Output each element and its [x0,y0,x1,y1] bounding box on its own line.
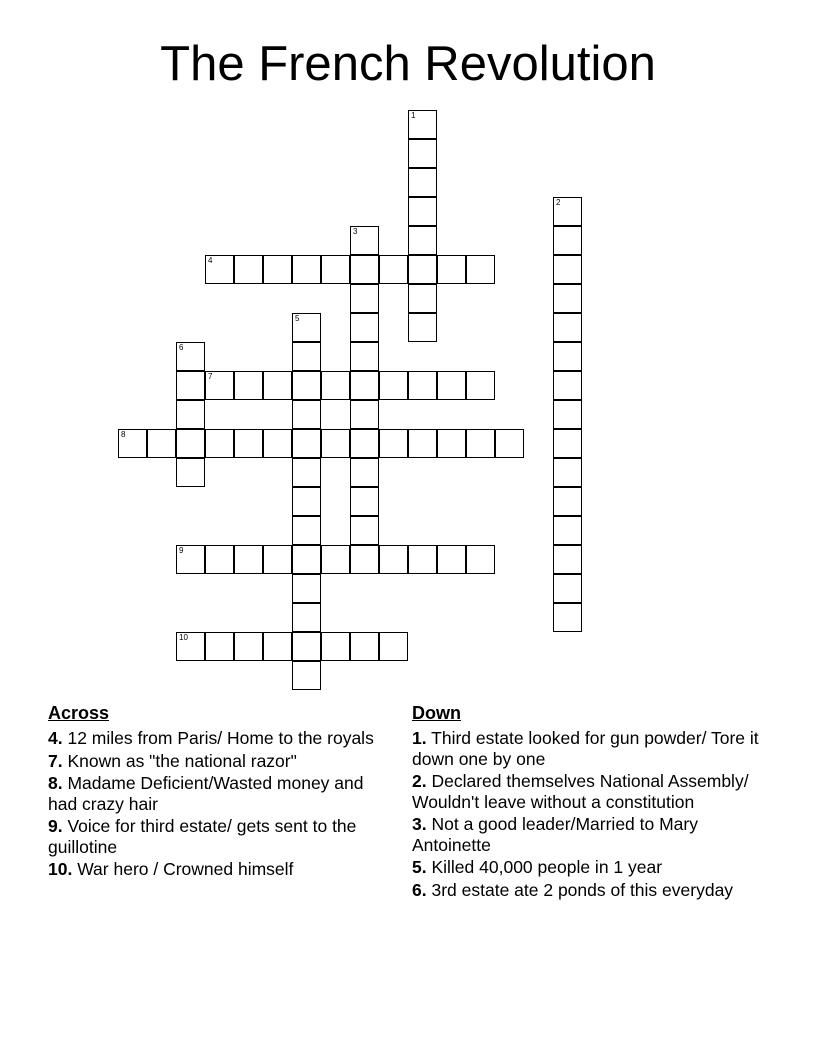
grid-cell[interactable] [292,342,321,371]
grid-cell[interactable] [292,458,321,487]
grid-cell[interactable] [408,429,437,458]
clue-number: 8. [48,773,63,793]
down-clue [412,857,762,878]
grid-cell[interactable] [350,516,379,545]
clue-number-label: 5 [295,314,300,323]
clue-number-label: 9 [179,546,184,555]
clue-number-label: 7 [208,372,213,381]
grid-cell[interactable] [408,255,437,284]
grid-cell[interactable] [292,255,321,284]
clue-text: 12 miles from Paris/ Home to the royals [62,728,374,748]
grid-cell[interactable] [234,255,263,284]
grid-cell[interactable] [350,458,379,487]
grid-cell[interactable] [263,429,292,458]
grid-cell[interactable] [408,139,437,168]
grid-cell[interactable] [553,400,582,429]
grid-cell[interactable] [234,545,263,574]
grid-cell[interactable] [176,632,205,661]
grid-cell[interactable] [321,632,350,661]
grid-cell[interactable] [553,429,582,458]
grid-cell[interactable] [176,400,205,429]
grid-cell[interactable] [350,313,379,342]
clue-text: War hero / Crowned himself [72,859,294,879]
grid-cell[interactable] [466,255,495,284]
grid-cell[interactable] [292,313,321,342]
clue-number: 3. [412,814,427,834]
grid-cell[interactable] [292,632,321,661]
grid-cell[interactable] [379,371,408,400]
clue-text: Voice for third estate/ gets sent to the guillotine [48,816,357,857]
grid-cell[interactable] [437,371,466,400]
down-clue [412,771,762,812]
down-clue [412,814,762,855]
down-clues [412,703,762,902]
down-heading: Down [412,703,461,723]
grid-cell[interactable] [350,400,379,429]
grid-cell[interactable] [205,545,234,574]
clue-text: Not a good leader/Married to Mary Antoinette [412,814,698,855]
grid-cell[interactable] [234,429,263,458]
across-clues [48,703,388,882]
grid-cell[interactable] [553,603,582,632]
grid-cell[interactable] [553,284,582,313]
grid-cell[interactable] [553,545,582,574]
clue-number: 9. [48,816,63,836]
grid-cell[interactable] [379,545,408,574]
grid-cell[interactable] [263,545,292,574]
grid-cell[interactable] [350,284,379,313]
clue-number: 2. [412,771,427,791]
clue-text: Madame Deficient/Wasted money and had crazy hair [48,773,364,814]
grid-cell[interactable] [321,545,350,574]
grid-cell[interactable] [466,545,495,574]
grid-cell[interactable] [466,429,495,458]
grid-cell[interactable] [437,429,466,458]
clue-text: Declared themselves National Assembly/ Wouldn't leave without a constitution [412,771,749,812]
grid-cell[interactable] [350,632,379,661]
across-heading: Across [48,703,110,723]
grid-cell[interactable] [292,574,321,603]
grid-cell[interactable] [408,313,437,342]
grid-cell[interactable] [263,255,292,284]
clue-number-label: 4 [208,256,213,265]
grid-cell[interactable] [292,400,321,429]
clue-text: Killed 40,000 people in 1 year [426,857,663,877]
grid-cell[interactable] [321,255,350,284]
clue-number: 4. [48,728,63,748]
grid-cell[interactable] [321,429,350,458]
clue-text: 3rd estate ate 2 ponds of this everyday [426,879,734,900]
down-clue-list [412,728,762,900]
clue-number-label: 2 [556,198,561,207]
grid-cell[interactable] [176,429,205,458]
clue-number-label: 1 [411,111,416,120]
grid-cell[interactable] [205,255,234,284]
grid-cell[interactable] [176,342,205,371]
clue-number: 7. [48,750,63,771]
clue-number: 5. [412,857,427,877]
across-clue [48,859,388,880]
clue-number-label: 6 [179,343,184,352]
clue-number: 10. [48,859,73,879]
clue-number-label: 8 [121,430,126,439]
grid-cell[interactable] [466,371,495,400]
grid-cell[interactable] [176,545,205,574]
grid-cell[interactable] [118,429,147,458]
grid-cell[interactable] [350,226,379,255]
clue-text: Third estate looked for gun powder/ Tore it down one by one [412,728,759,769]
grid-cell[interactable] [147,429,176,458]
grid-cell[interactable] [321,371,350,400]
puzzle-title: The French Revolution [160,37,656,91]
grid-cell[interactable] [379,255,408,284]
grid-cell[interactable] [408,284,437,313]
grid-cell[interactable] [292,661,321,690]
grid-cell[interactable] [205,632,234,661]
grid-cell[interactable] [176,371,205,400]
grid-cell[interactable] [408,197,437,226]
grid-cell[interactable] [495,429,524,458]
grid-cell[interactable] [350,429,379,458]
grid-cell[interactable] [553,371,582,400]
clue-text: Known as "the national razor" [62,750,297,771]
grid-cell[interactable] [205,371,234,400]
grid-cell[interactable] [234,632,263,661]
across-clue [48,773,388,814]
grid-cell[interactable] [292,487,321,516]
grid-cell[interactable] [437,255,466,284]
grid-cell[interactable] [408,545,437,574]
grid-cell[interactable] [292,603,321,632]
grid-cell[interactable] [408,110,437,139]
grid-cell[interactable] [263,632,292,661]
grid-cell[interactable] [553,255,582,284]
across-clue [48,728,388,749]
down-clue [412,880,762,901]
grid-cell[interactable] [408,226,437,255]
clue-number-label: 3 [353,227,358,236]
grid-cell[interactable] [350,371,379,400]
grid-cell[interactable] [553,487,582,516]
grid-cell[interactable] [553,226,582,255]
grid-cell[interactable] [408,371,437,400]
grid-cell[interactable] [379,429,408,458]
grid-cell[interactable] [292,429,321,458]
grid-cell[interactable] [350,487,379,516]
grid-cell[interactable] [553,458,582,487]
clue-number: 6. [412,879,427,900]
grid-cell[interactable] [350,342,379,371]
grid-cell[interactable] [553,342,582,371]
grid-cell[interactable] [292,545,321,574]
grid-cell[interactable] [350,545,379,574]
down-clue [412,728,762,769]
grid-cell[interactable] [379,632,408,661]
grid-cell[interactable] [234,371,263,400]
clue-number: 1. [412,728,427,748]
grid-cell[interactable] [350,255,379,284]
grid-cell[interactable] [205,429,234,458]
grid-cell[interactable] [408,168,437,197]
grid-cell[interactable] [553,516,582,545]
grid-cell[interactable] [553,313,582,342]
grid-cell[interactable] [292,516,321,545]
grid-cell[interactable] [553,197,582,226]
across-clue [48,816,388,857]
grid-cell[interactable] [292,371,321,400]
grid-cell[interactable] [553,574,582,603]
across-clue-list [48,728,388,880]
grid-cell[interactable] [176,458,205,487]
grid-cell[interactable] [437,545,466,574]
grid-cell[interactable] [263,371,292,400]
across-clue [48,751,388,772]
clue-number-label: 10 [179,633,188,642]
